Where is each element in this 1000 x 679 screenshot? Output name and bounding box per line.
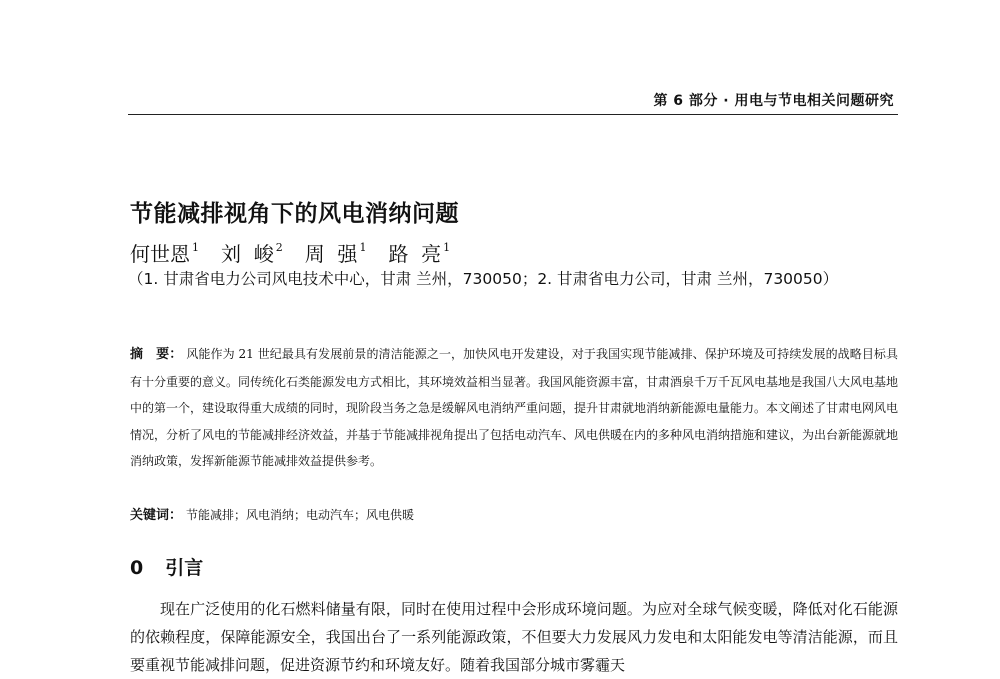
author-name: 路 亮 bbox=[388, 242, 442, 266]
affiliation: （1. 甘肃省电力公司风电技术中心，甘肃 兰州，730050；2. 甘肃省电力公司，甘肃 兰州，730050） bbox=[128, 270, 839, 288]
author bbox=[130, 238, 199, 267]
author-name: 刘 峻 bbox=[221, 242, 274, 266]
author-list bbox=[130, 238, 450, 267]
keywords bbox=[130, 504, 414, 523]
article-title: 节能减排视角下的风电消纳问题 bbox=[130, 201, 459, 227]
author bbox=[221, 238, 283, 267]
section-heading bbox=[130, 553, 203, 580]
author bbox=[388, 238, 450, 267]
abstract-label: 摘 要： bbox=[130, 347, 183, 362]
abstract bbox=[130, 341, 898, 475]
section-number: 0 bbox=[130, 557, 144, 579]
author bbox=[305, 238, 367, 267]
keywords-text: 节能减排；风电消纳；电动汽车；风电供暖 bbox=[186, 508, 415, 522]
author-name: 周 强 bbox=[304, 242, 358, 266]
intro-paragraph: 现在广泛使用的化石燃料储量有限，同时在使用过程中会形成环境问题。为应对全球气候变暖，降低对化石能源的依赖程度，保障能源安全，我国出台了一系列能源政策，不但要大力发展风力发电和太阳能发电等清洁能源，而且要重视节能减排问题，促进资源节约和环境友好。随着我国部分城市雾霾天 bbox=[130, 600, 898, 674]
author-affiliation-mark: 1 bbox=[192, 241, 199, 254]
section-title: 引言 bbox=[165, 557, 204, 579]
header-rule bbox=[128, 114, 898, 115]
abstract-text: 风能作为 21 世纪最具有发展前景的清洁能源之一，加快风电开发建设，对于我国实现节能减排、保护环境及可持续发展的战略目标具有十分重要的意义。同传统化石类能源发电方式相比，其环境效益相当显著。我国风能资源丰富，甘肃酒泉千万千瓦风电基地是我国八大风电基地中的第一个，建设取得重大成绩的同时，现阶段当务之急是缓解风电消纳严重问题，提升甘肃就地消纳新能源电量能力。本文阐述了甘肃电网风电情况，分析了风电的节能减排经济效益，并基于节能减排视角提出了包括电动汽车、风电供暖在内的多种风电消纳措施和建议，为出台新能源就地消纳政策，发挥新能源节能减排效益提供参考。 bbox=[130, 347, 899, 468]
keywords-label: 关键词： bbox=[130, 508, 183, 523]
author-affiliation-mark: 1 bbox=[443, 241, 451, 254]
running-header: 第 6 部分 · 用电与节电相关问题研究 bbox=[653, 93, 894, 109]
author-affiliation-mark: 1 bbox=[359, 241, 367, 254]
author-name: 何世恩 bbox=[130, 242, 190, 266]
author-affiliation-mark: 2 bbox=[275, 241, 283, 254]
